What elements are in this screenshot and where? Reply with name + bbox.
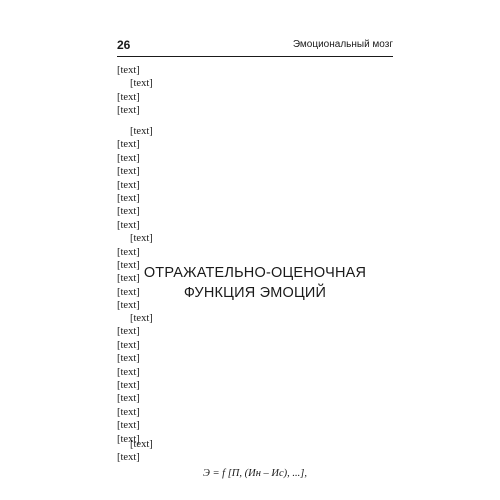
text-line: [text] bbox=[117, 452, 140, 464]
text-line: [text] bbox=[117, 206, 140, 218]
text-line: [text] bbox=[117, 286, 140, 298]
text-line: [text] bbox=[130, 78, 153, 90]
text-line: [text] bbox=[117, 406, 140, 418]
text-line: [text] bbox=[117, 353, 140, 365]
text-line: [text] bbox=[117, 420, 140, 432]
text-line: [text] bbox=[117, 91, 140, 103]
text-line: [text] bbox=[117, 152, 140, 164]
section-paragraph-2 bbox=[117, 438, 393, 465]
text-line: [text] bbox=[117, 379, 140, 391]
text-line: [text] bbox=[117, 339, 140, 351]
text-line: [text] bbox=[117, 300, 140, 312]
section-paragraph-1 bbox=[117, 312, 393, 446]
text-line: [text] bbox=[130, 126, 153, 137]
section-heading-line: ФУНКЦИЯ ЭМОЦИЙ bbox=[183, 285, 327, 301]
text-line: [text] bbox=[117, 326, 140, 338]
paragraph-1 bbox=[117, 64, 393, 118]
text-line: [text] bbox=[130, 439, 153, 450]
text-line: [text] bbox=[117, 393, 140, 405]
page-number: 26 bbox=[117, 38, 131, 52]
text-line: [text] bbox=[117, 246, 140, 258]
section-heading bbox=[117, 263, 393, 303]
text-line: [text] bbox=[117, 273, 140, 285]
text-line: [text] bbox=[117, 105, 140, 117]
text-line: [text] bbox=[117, 366, 140, 378]
text-line: [text] bbox=[117, 259, 140, 271]
running-title: Эмоциональный мозг bbox=[292, 39, 393, 50]
section-heading-line: ОТРАЖАТЕЛЬНО-ОЦЕНОЧНАЯ bbox=[143, 265, 367, 281]
text-line: [text] bbox=[117, 219, 140, 231]
formula: Э = f [П, (Ин – Ис), ...], bbox=[202, 468, 308, 479]
text-line: [text] bbox=[117, 192, 140, 204]
page-header bbox=[117, 34, 393, 57]
text-line: [text] bbox=[130, 313, 153, 324]
text-line: [text] bbox=[117, 139, 140, 151]
text-line: [text] bbox=[117, 166, 140, 178]
text-line: [text] bbox=[117, 179, 140, 191]
text-line: [text] bbox=[117, 65, 140, 76]
text-line: [text] bbox=[117, 433, 140, 445]
text-line: [text] bbox=[130, 233, 153, 245]
